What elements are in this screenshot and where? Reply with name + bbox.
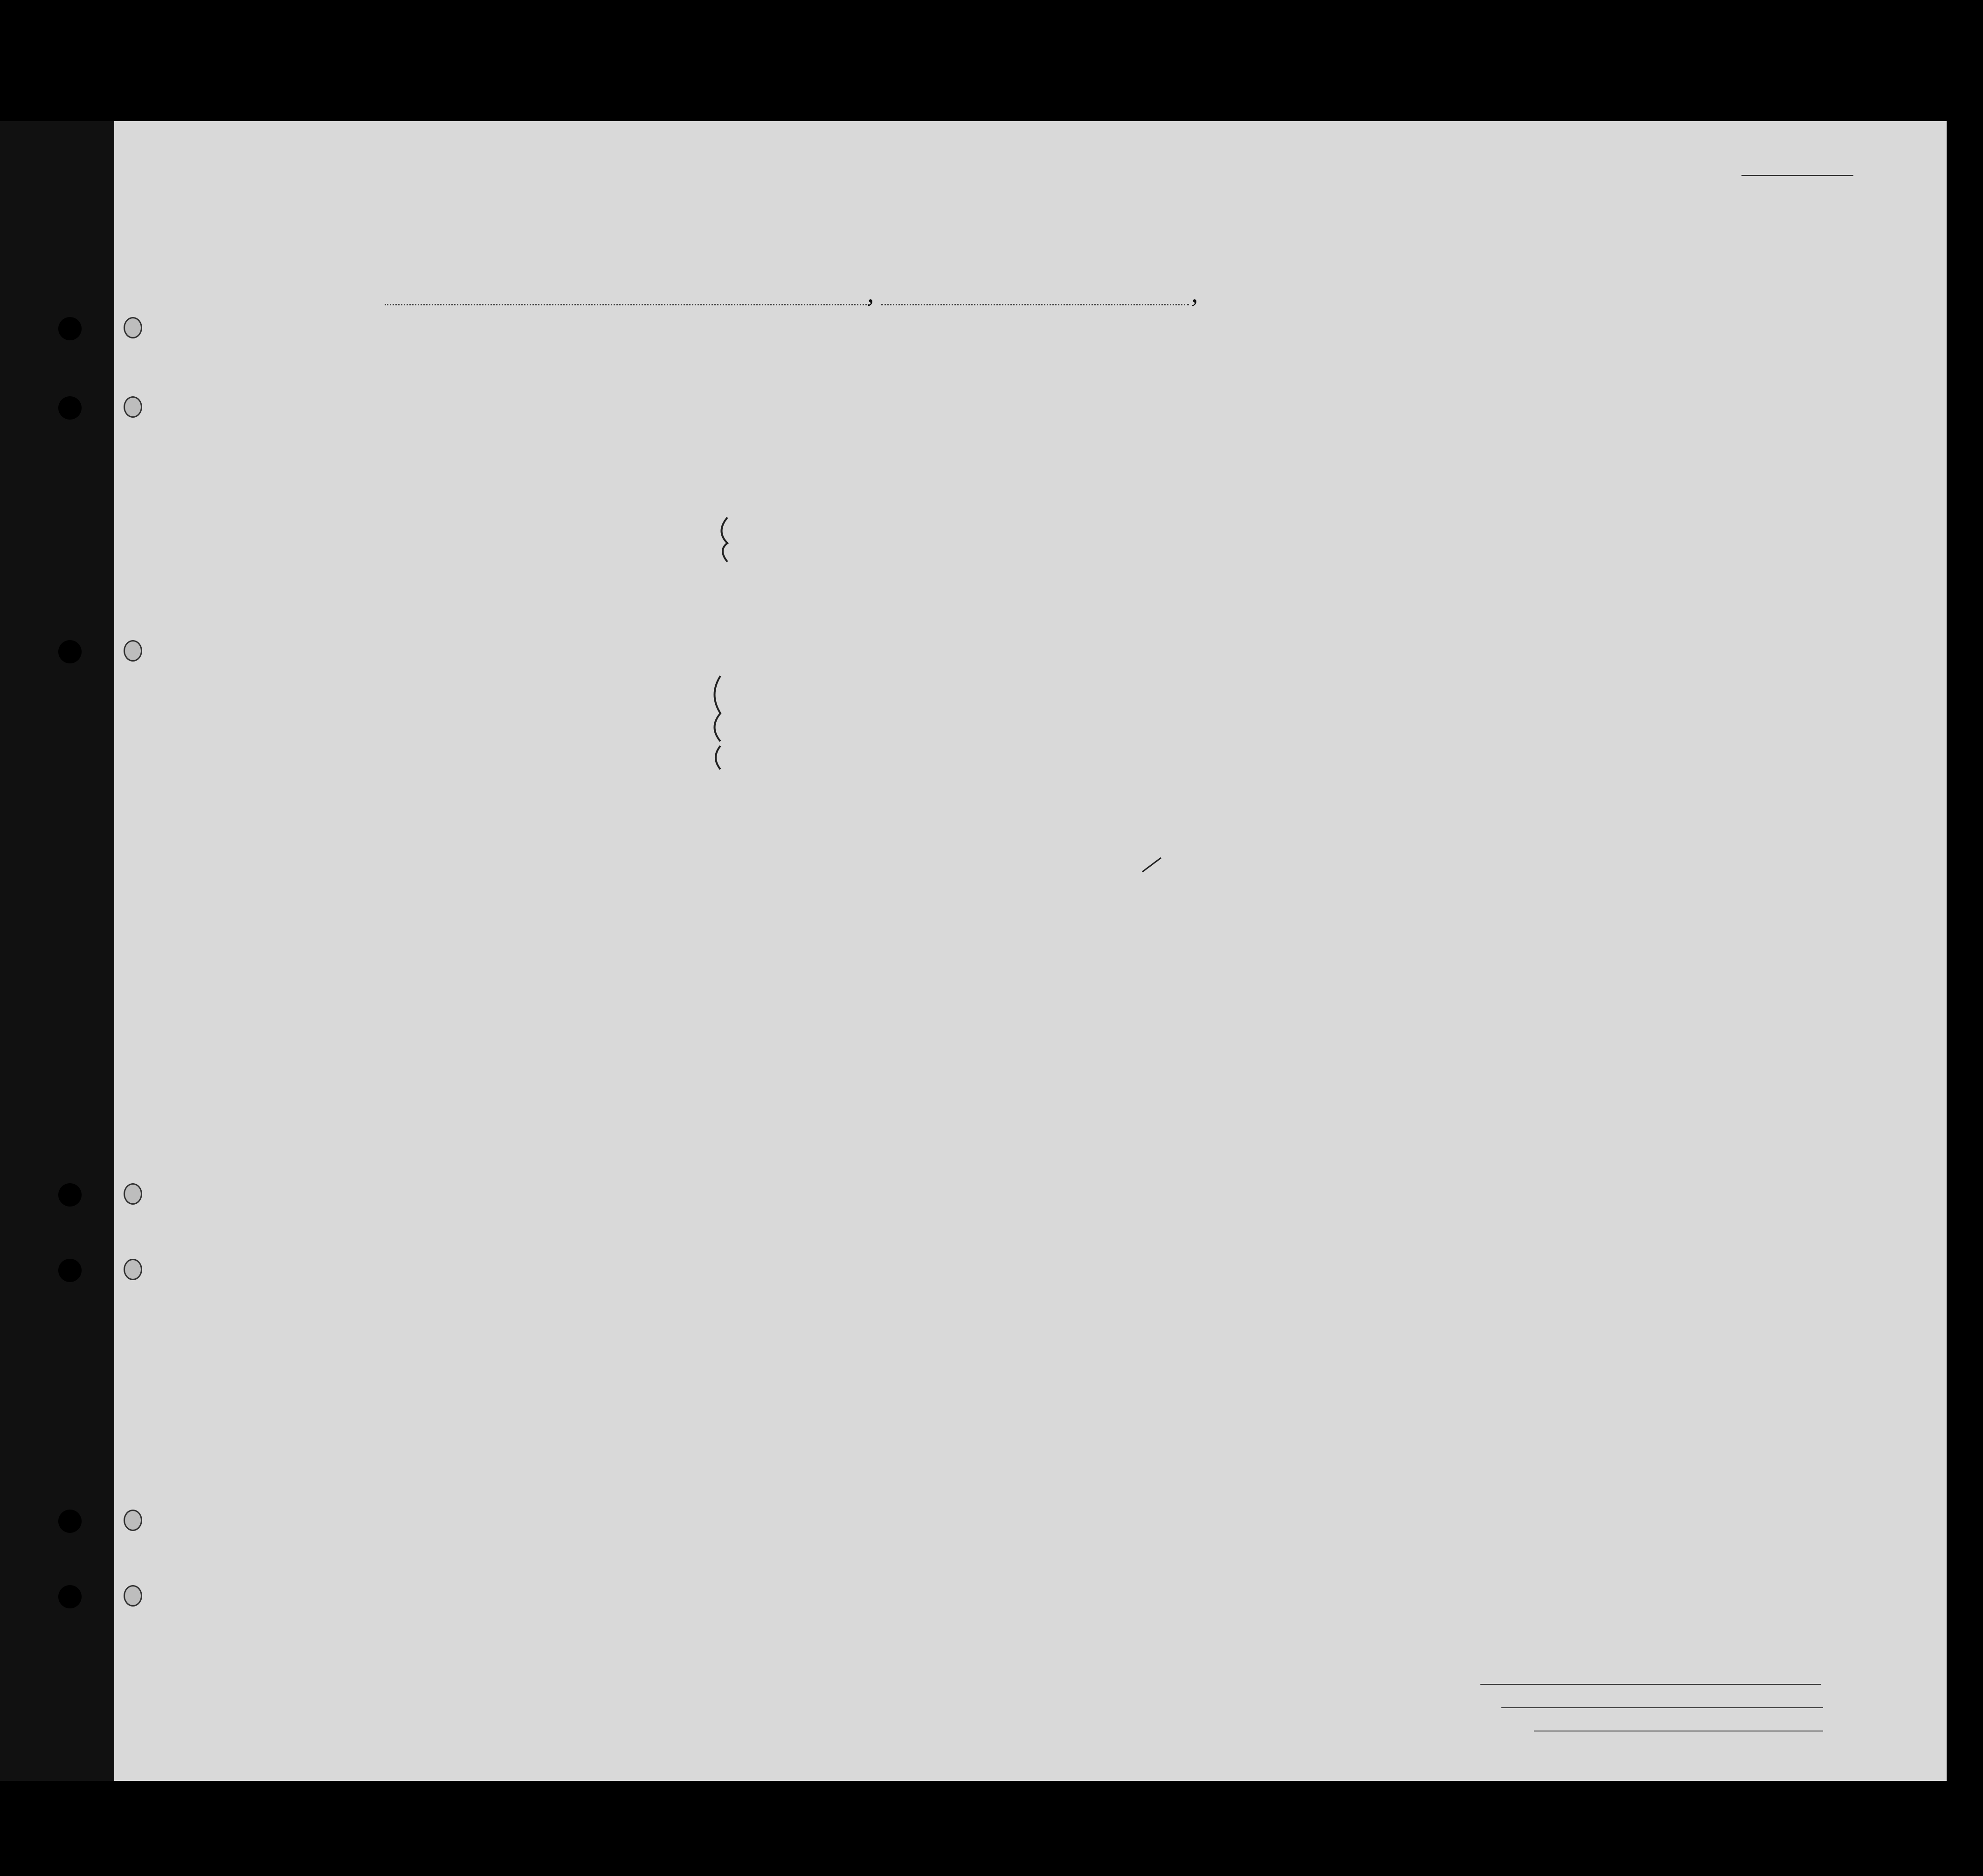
line-underline [1480, 1684, 1821, 1685]
bracket-mark [715, 676, 721, 741]
strike-mark [1142, 858, 1161, 872]
owners-underline [1501, 1707, 1823, 1708]
bracket-mark [716, 746, 720, 769]
bracket-mark [722, 517, 728, 562]
comma: , [1191, 278, 1198, 308]
comma: , [867, 278, 874, 308]
